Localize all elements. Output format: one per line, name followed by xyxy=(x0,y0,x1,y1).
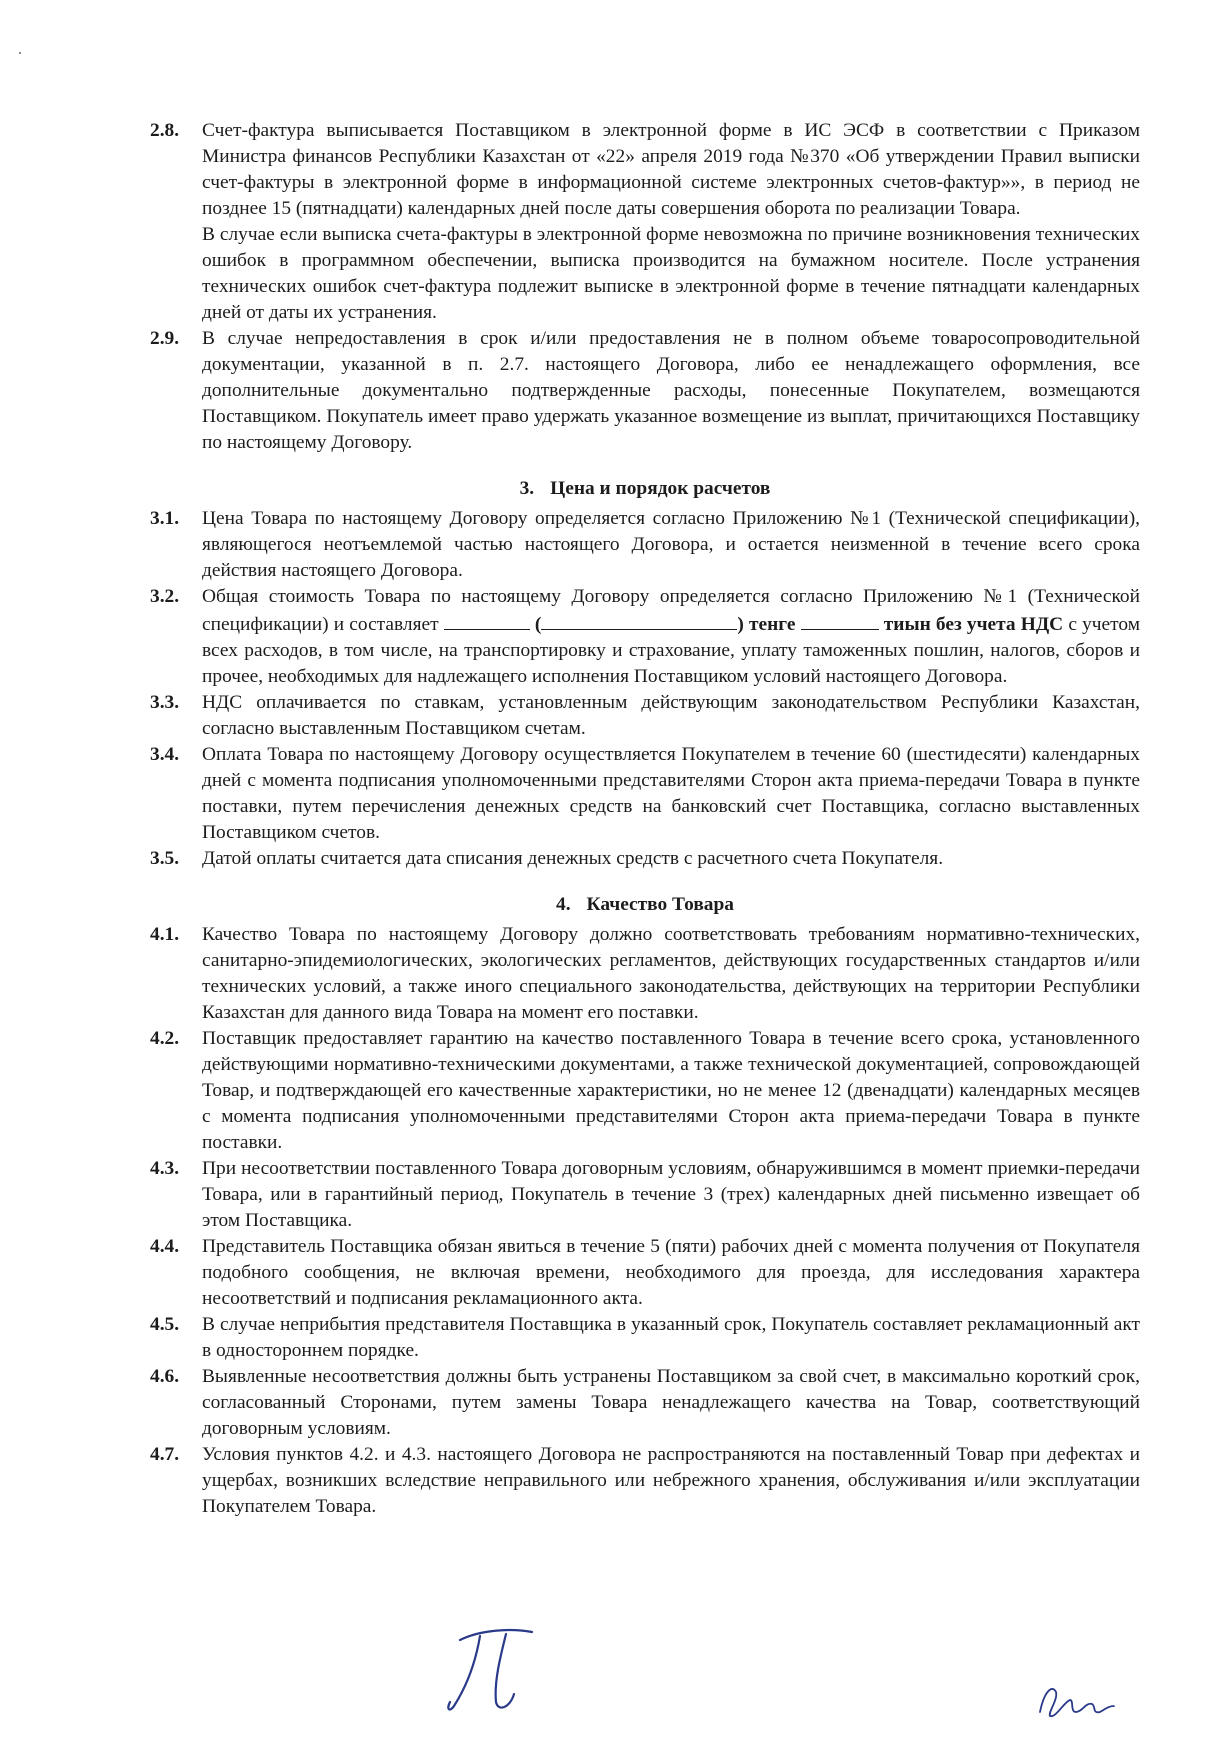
blank-amount-field[interactable] xyxy=(444,610,530,630)
blank-amount-words-field[interactable] xyxy=(541,610,737,630)
clause-number: 4.4. xyxy=(150,1236,180,1257)
clause-number: 3.5. xyxy=(150,848,180,869)
section-heading-3 xyxy=(150,476,1140,502)
clause-number: 4.2. xyxy=(150,1028,180,1049)
clause-number: 4.1. xyxy=(150,924,180,945)
signature-initials-right xyxy=(1030,1672,1120,1727)
blank-tiyn-field[interactable] xyxy=(801,610,879,630)
clause-number: 4.3. xyxy=(150,1158,180,1179)
section-number: 3. xyxy=(519,478,535,499)
clause-text: В случае непредоставления в срок и/или предоставления не в полном объеме товаросопроводительной документации, указанной в п. 2.7. настоящего Договора, либо ее ненадлежащего оформления, все дополнительные документально подтвержденные расходы, понесенные Покупателем, возмещаются Поставщиком. Покупатель имеет право удержать указанное возмещение из выплат, причитающихся Поставщику по настоящему Договору. xyxy=(202,328,1140,453)
clause-text-part2: с учетом всех расходов, в том числе, на транспортировку и страхование, уплату таможенных пошлин, налогов, сборов и прочее, необходимых для надлежащего исполнения Поставщиком условий настоящего Договора. xyxy=(202,614,1140,687)
clause-text-part1: Общая стоимость Товара по настоящему Договору определяется согласно Приложению №1 (Технической спецификации) и составляет xyxy=(202,586,1140,635)
clause-text: Представитель Поставщика обязан явиться в течение 5 (пяти) рабочих дней с момента получения от Покупателя подобного сообщения, не включая времени, необходимого для проезда, для исследования характера несоответствий и подписания рекламационного акта. xyxy=(202,1236,1140,1309)
clause-text: Счет-фактура выписывается Поставщиком в электронной форме в ИС ЭСФ в соответствии с Приказом Министра финансов Республики Казахстан от «22» апреля 2019 года №370 «Об утверждении Правил выписки счет-фактуры в электронной форме в информационной системе электронных счетов-фактур»», в период не позднее 15 (пятнадцати) календарных дней после даты совершения оборота по реализации Товара. xyxy=(202,120,1140,219)
document-content xyxy=(150,118,1140,1520)
clause-number: 3.4. xyxy=(150,744,180,765)
scan-speck xyxy=(19,52,21,54)
clause-3-5 xyxy=(150,846,1140,872)
clause-2-9 xyxy=(150,326,1140,456)
clause-2-8 xyxy=(150,118,1140,222)
clause-3-2 xyxy=(150,584,1140,690)
clause-number: 3.2. xyxy=(150,586,180,607)
clause-4-7 xyxy=(150,1442,1140,1520)
section-heading-4 xyxy=(150,892,1140,918)
clause-3-1 xyxy=(150,506,1140,584)
clause-text: Качество Товара по настоящему Договору должно соответствовать требованиям нормативно-технических, санитарно-эпидемиологических, экологических регламентов, действующих государственных стандартов и/или технических условий, а также иного специального законодательства, действующих на территории Республики Казахстан для данного вида Товара на момент его поставки. xyxy=(202,924,1140,1023)
section-title: Цена и порядок расчетов xyxy=(550,478,771,499)
clause-text xyxy=(202,584,1140,690)
signature-initials-left xyxy=(440,1622,550,1722)
clause-number: 2.8. xyxy=(150,120,180,141)
clause-4-2 xyxy=(150,1026,1140,1156)
clause-text: Датой оплаты считается дата списания денежных средств с расчетного счета Покупателя. xyxy=(202,848,944,869)
clause-4-1 xyxy=(150,922,1140,1026)
clause-text: НДС оплачивается по ставкам, установленным действующим законодательством Республики Казахстан, согласно выставленным Поставщиком счетам. xyxy=(202,692,1140,739)
clause-4-3 xyxy=(150,1156,1140,1234)
clause-text: В случае неприбытия представителя Поставщика в указанный срок, Покупатель составляет рекламационный акт в одностороннем порядке. xyxy=(202,1314,1140,1361)
section-number: 4. xyxy=(556,894,571,915)
clause-text: При несоответствии поставленного Товара договорным условиям, обнаружившимся в момент приемки-передачи Товара, или в гарантийный период, Покупатель в течение 3 (трех) календарных дней письменно извещает об этом Поставщика. xyxy=(202,1158,1140,1231)
paren-open: ( xyxy=(534,614,542,635)
tenge-label: ) тенге xyxy=(737,614,796,635)
clause-number: 3.3. xyxy=(150,692,180,713)
clause-3-3 xyxy=(150,690,1140,742)
clause-number: 4.7. xyxy=(150,1444,180,1465)
clause-4-6 xyxy=(150,1364,1140,1442)
clause-4-5 xyxy=(150,1312,1140,1364)
clause-number: 4.5. xyxy=(150,1314,180,1335)
clause-4-4 xyxy=(150,1234,1140,1312)
clause-text: Цена Товара по настоящему Договору определяется согласно Приложению №1 (Технической спецификации), являющегося неотъемлемой частью настоящего Договора, и остается неизменной в течение всего срока действия настоящего Договора. xyxy=(202,508,1140,581)
clause-text: Поставщик предоставляет гарантию на качество поставленного Товара в течение всего срока, установленного действующими нормативно-техническими документами, а также технической документацией, сопровождающей Товар, и подтверждающей его качественные характеристики, но не менее 12 (двенадцати) календарных месяцев с момента подписания уполномоченными представителями Сторон акта приема-передачи Товара в пункте поставки. xyxy=(202,1028,1140,1153)
section-title: Качество Товара xyxy=(586,894,734,915)
clause-number: 3.1. xyxy=(150,508,180,529)
clause-text: Условия пунктов 4.2. и 4.3. настоящего Договора не распространяются на поставленный Товар при дефектах и ущербах, возникших вследствие неправильного или небрежного хранения, обслуживания и/или эксплуатации Покупателем Товара. xyxy=(202,1444,1140,1517)
clause-text: Оплата Товара по настоящему Договору осуществляется Покупателем в течение 60 (шестидесяти) календарных дней с момента подписания уполномоченными представителями Сторон акта приема-передачи Товара в пункте поставки, путем перечисления денежных средств на банковский счет Поставщика, согласно выставленных Поставщиком счетов. xyxy=(202,744,1140,843)
clause-3-4 xyxy=(150,742,1140,846)
clause-2-8-continuation: В случае если выписка счета-фактуры в электронной форме невозможна по причине возникновения технических ошибок в программном обеспечении, выписка производится на бумажном носителе. После устранения технических ошибок счет-фактура подлежит выписке в электронной форме в течение пятнадцати календарных дней от даты их устранения. xyxy=(202,224,1140,323)
clause-text: Выявленные несоответствия должны быть устранены Поставщиком за свой счет, в максимально короткий срок, согласованный Сторонами, путем замены Товара ненадлежащего качества на Товар, соответствующий договорным условиям. xyxy=(202,1366,1140,1439)
clause-number: 2.9. xyxy=(150,328,180,349)
tiyn-label: тиын без учета НДС xyxy=(883,614,1064,635)
clause-number: 4.6. xyxy=(150,1366,180,1387)
